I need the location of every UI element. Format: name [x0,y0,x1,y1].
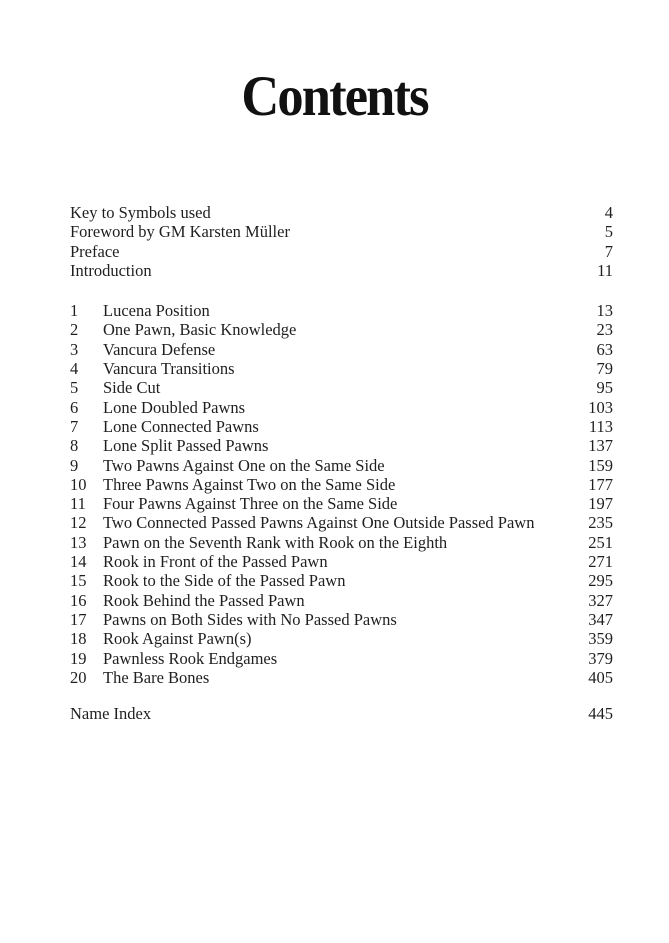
chapter-page: 271 [588,552,613,572]
toc-row [70,704,613,723]
chapter-row [70,398,613,417]
chapter-number: 2 [70,320,79,340]
chapter-page: 177 [588,474,613,494]
toc-entry-label: Introduction [70,260,152,280]
chapter-title: Lone Connected Pawns [103,416,259,436]
page-title: Contents [241,65,428,128]
toc-entry-page: 11 [597,260,613,280]
back-matter-list [70,704,613,723]
chapter-title: Lucena Position [103,301,210,321]
chapter-page: 235 [588,513,613,533]
chapter-title: Rook Behind the Passed Pawn [103,590,305,610]
chapter-number: 17 [70,609,87,629]
chapter-page: 295 [588,571,613,591]
chapter-title: One Pawn, Basic Knowledge [103,320,297,340]
chapter-row [70,629,613,648]
chapter-page: 103 [588,397,613,417]
chapter-title: The Bare Bones [103,667,210,687]
chapter-row [70,475,613,494]
chapter-number: 9 [70,455,79,475]
chapter-page: 251 [588,532,613,552]
chapter-row [70,533,613,552]
chapter-number: 10 [70,474,87,494]
chapter-title: Side Cut [103,378,161,398]
chapter-row [70,340,613,359]
chapter-number: 16 [70,590,87,610]
chapter-page: 95 [596,378,613,398]
chapter-title: Vancura Defense [103,339,216,359]
chapter-number: 1 [70,301,79,321]
chapter-row [70,552,613,571]
chapter-row [70,320,613,339]
front-matter-list [70,203,613,280]
chapter-title: Pawn on the Seventh Rank with Rook on the Eighth [103,532,448,552]
chapter-number: 20 [70,667,87,687]
toc-row [70,222,613,241]
chapter-number: 13 [70,532,87,552]
chapter-row [70,436,613,455]
chapter-row [70,494,613,513]
chapter-page: 347 [588,609,613,629]
chapter-row [70,610,613,629]
chapter-page: 359 [588,629,613,649]
chapter-row [70,378,613,397]
chapter-list [70,301,613,687]
chapter-row [70,359,613,378]
chapter-page: 13 [596,301,613,321]
chapter-page: 197 [588,494,613,514]
chapter-title: Pawnless Rook Endgames [103,648,278,668]
toc-entry-page: 445 [588,704,613,724]
chapter-title: Rook Against Pawn(s) [103,629,252,649]
chapter-row [70,301,613,320]
table-of-contents [70,203,613,723]
chapter-number: 18 [70,629,87,649]
toc-row [70,242,613,261]
chapter-number: 8 [70,436,79,456]
chapter-page: 113 [588,416,613,436]
chapter-page: 379 [588,648,613,668]
toc-row [70,261,613,280]
chapter-page: 327 [588,590,613,610]
chapter-row [70,649,613,668]
chapter-page: 79 [596,359,613,379]
chapter-title: Two Connected Passed Pawns Against One Outside Passed Pawn [103,513,535,533]
chapter-page: 159 [588,455,613,475]
toc-entry-label: Foreword by GM Karsten Müller [70,222,290,242]
chapter-page: 137 [588,436,613,456]
toc-entry-label: Name Index [70,704,152,724]
chapter-number: 11 [70,494,86,514]
chapter-title: Vancura Transitions [103,359,235,379]
chapter-title: Three Pawns Against Two on the Same Side [103,474,396,494]
chapter-row [70,591,613,610]
chapter-title: Pawns on Both Sides with No Passed Pawns [103,609,397,629]
chapter-title: Lone Split Passed Pawns [103,436,269,456]
toc-entry-page: 4 [604,203,613,222]
chapter-number: 5 [70,378,79,398]
toc-entry-label: Key to Symbols used [70,203,211,222]
toc-row [70,203,613,222]
chapter-number: 4 [70,359,79,379]
chapter-title: Rook in Front of the Passed Pawn [103,552,328,572]
toc-entry-page: 5 [604,222,613,242]
chapter-page: 23 [596,320,613,340]
chapter-number: 19 [70,648,87,668]
chapter-page: 405 [588,667,613,687]
chapter-number: 15 [70,571,87,591]
toc-entry-label: Preface [70,241,120,261]
chapter-title: Rook to the Side of the Passed Pawn [103,571,346,591]
chapter-title: Two Pawns Against One on the Same Side [103,455,385,475]
chapter-page: 63 [596,339,613,359]
toc-entry-page: 7 [604,241,613,261]
chapter-row [70,417,613,436]
chapter-title: Four Pawns Against Three on the Same Side [103,494,398,514]
chapter-number: 7 [70,416,79,436]
chapter-number: 3 [70,339,79,359]
chapter-number: 6 [70,397,79,417]
chapter-number: 14 [70,552,87,572]
chapter-title: Lone Doubled Pawns [103,397,246,417]
chapter-row [70,668,613,687]
chapter-row [70,456,613,475]
chapter-number: 12 [70,513,87,533]
chapter-row [70,571,613,590]
chapter-row [70,513,613,532]
